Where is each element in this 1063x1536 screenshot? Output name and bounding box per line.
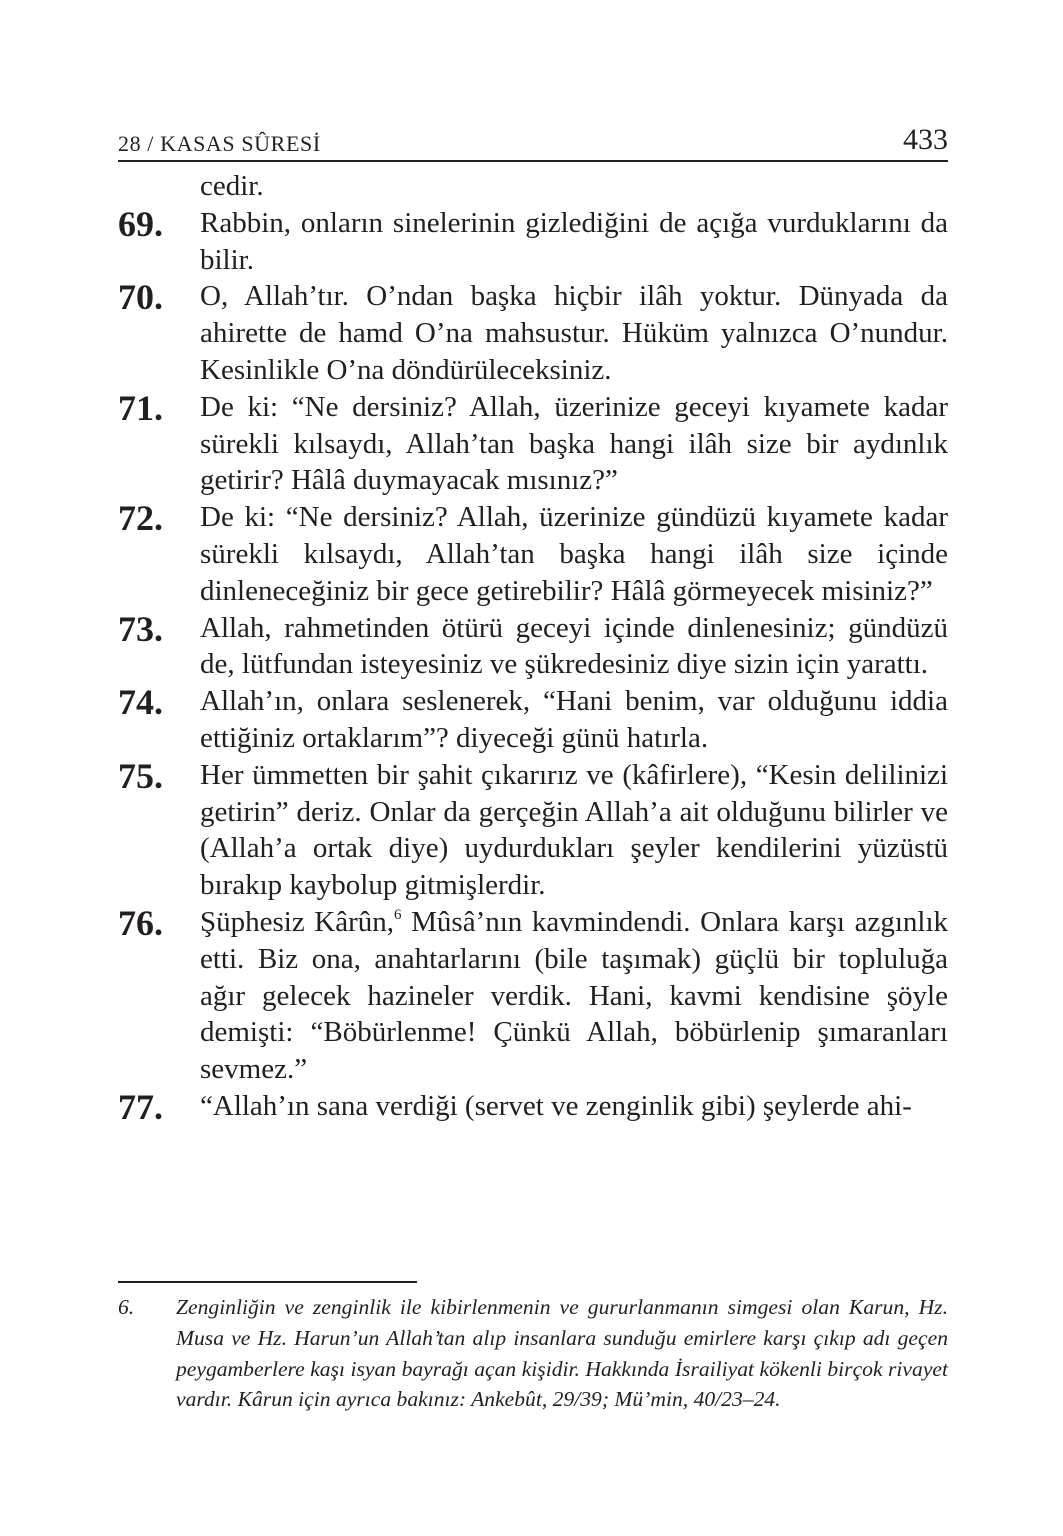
verse-text-after-note: Mûsâ’nın kavmindendi. Onlara karşı azgınlık etti. Biz ona, anahtarlarını (bile taşımak) güçlü bir topluluğa ağır gelecek hazineler verdik. Hani, kavmi kendisine şöyle demişti: “Böbürlenme! Çünkü Allah, böbürlenip şımaranları sevmez.” (200, 905, 948, 1086)
footnote-number: 6. (118, 1295, 135, 1319)
footnote-list (118, 1292, 948, 1415)
footnote-text: Zenginliğin ve zenginlik ile kibirlenmenin ve gururlanmanın simgesi olan Karun, Hz. Musa ve Hz. Harun’un Allah’tan alıp insanlara sunduğu emirlere karşı çıkıp adı geçen peygamberlere kaşı isyan bayrağı açan kişidir. Hakkında İsrailiyat kökenli birçok rivayet vardır. Kârun için ayrıca bakınız: Ankebût, 29/39; Mü’min, 40/23–24. (176, 1295, 948, 1412)
verse-76 (118, 904, 948, 1088)
verse-number: 73. (118, 608, 163, 649)
verse-text-before-note: Şüphesiz Kârûn, (200, 905, 395, 938)
verse-71 (118, 389, 948, 499)
running-title: 28 / KASAS SÛRESİ (118, 131, 321, 156)
verse-75 (118, 757, 948, 904)
verse-70 (118, 278, 948, 388)
verse-69 (118, 205, 948, 279)
verse-text: De ki: “Ne dersiniz? Allah, üzerinize geceyi kıyamete kadar sürekli kılsaydı, Allah’tan başka hangi ilâh size bir aydınlık getirir? Hâlâ duymayacak mısınız?” (200, 390, 948, 497)
verse-number: 74. (118, 682, 163, 723)
verse-list (118, 168, 948, 1125)
running-header (118, 118, 948, 162)
footnote-reference[interactable]: 6 (394, 906, 402, 923)
verse-text: Allah, rahmetinden ötürü geceyi içinde dinlenesiniz; gündüzü de, lütfundan isteyesiniz ve şükredesiniz diye sizin için yarattı. (200, 611, 948, 681)
page-number: 433 (903, 123, 948, 156)
verse-73 (118, 610, 948, 684)
verse-number: 71. (118, 387, 163, 428)
verse-number: 77. (118, 1086, 163, 1127)
verse-77 (118, 1088, 948, 1125)
verse-text: Rabbin, onların sinelerinin gizlediğini de açığa vurduklarını da bilir. (200, 206, 948, 276)
verse-text: Allah’ın, onlara seslenerek, “Hani benim, var olduğunu iddia ettiğiniz ortaklarım”? diyeceği günü hatırla. (200, 685, 948, 754)
carryover-text-content: cedir. (200, 170, 264, 202)
verse-74 (118, 683, 948, 757)
verse-text: De ki: “Ne dersiniz? Allah, üzerinize gündüzü kıyamete kadar sürekli kılsaydı, Allah’tan başka hangi ilâh size içinde dinleneceğiniz bir gece getirebilir? Hâlâ görmeyecek misiniz?” (200, 501, 948, 607)
verse-text: “Allah’ın sana verdiği (servet ve zenginlik gibi) şeylerde ahi- (200, 1089, 912, 1122)
verse-72 (118, 499, 948, 609)
verse-number: 69. (118, 203, 163, 244)
verse-text: Her ümmetten bir şahit çıkarırız ve (kâfirlere), “Kesin delilinizi getirin” deriz. Onlar da gerçeğin Allah’a ait olduğunu bilirler ve (Allah’a ortak diye) uydurdukları şeyler kendilerini yüzüstü bırakıp kaybolup gitmişlerdir. (200, 758, 948, 902)
verse-number: 72. (118, 498, 163, 539)
verse-number: 75. (118, 755, 163, 796)
footnote-divider (118, 1281, 417, 1283)
verse-number: 76. (118, 902, 163, 943)
carryover-text (118, 168, 948, 205)
footnote-6 (118, 1292, 948, 1415)
verse-number: 70. (118, 277, 163, 318)
verse-text: O, Allah’tır. O’ndan başka hiçbir ilâh yoktur. Dünyada da ahirette de hamd O’na mahsustur. Hüküm yalnızca O’nundur. Kesinlikle O’na döndürüleceksiniz. (200, 280, 948, 386)
